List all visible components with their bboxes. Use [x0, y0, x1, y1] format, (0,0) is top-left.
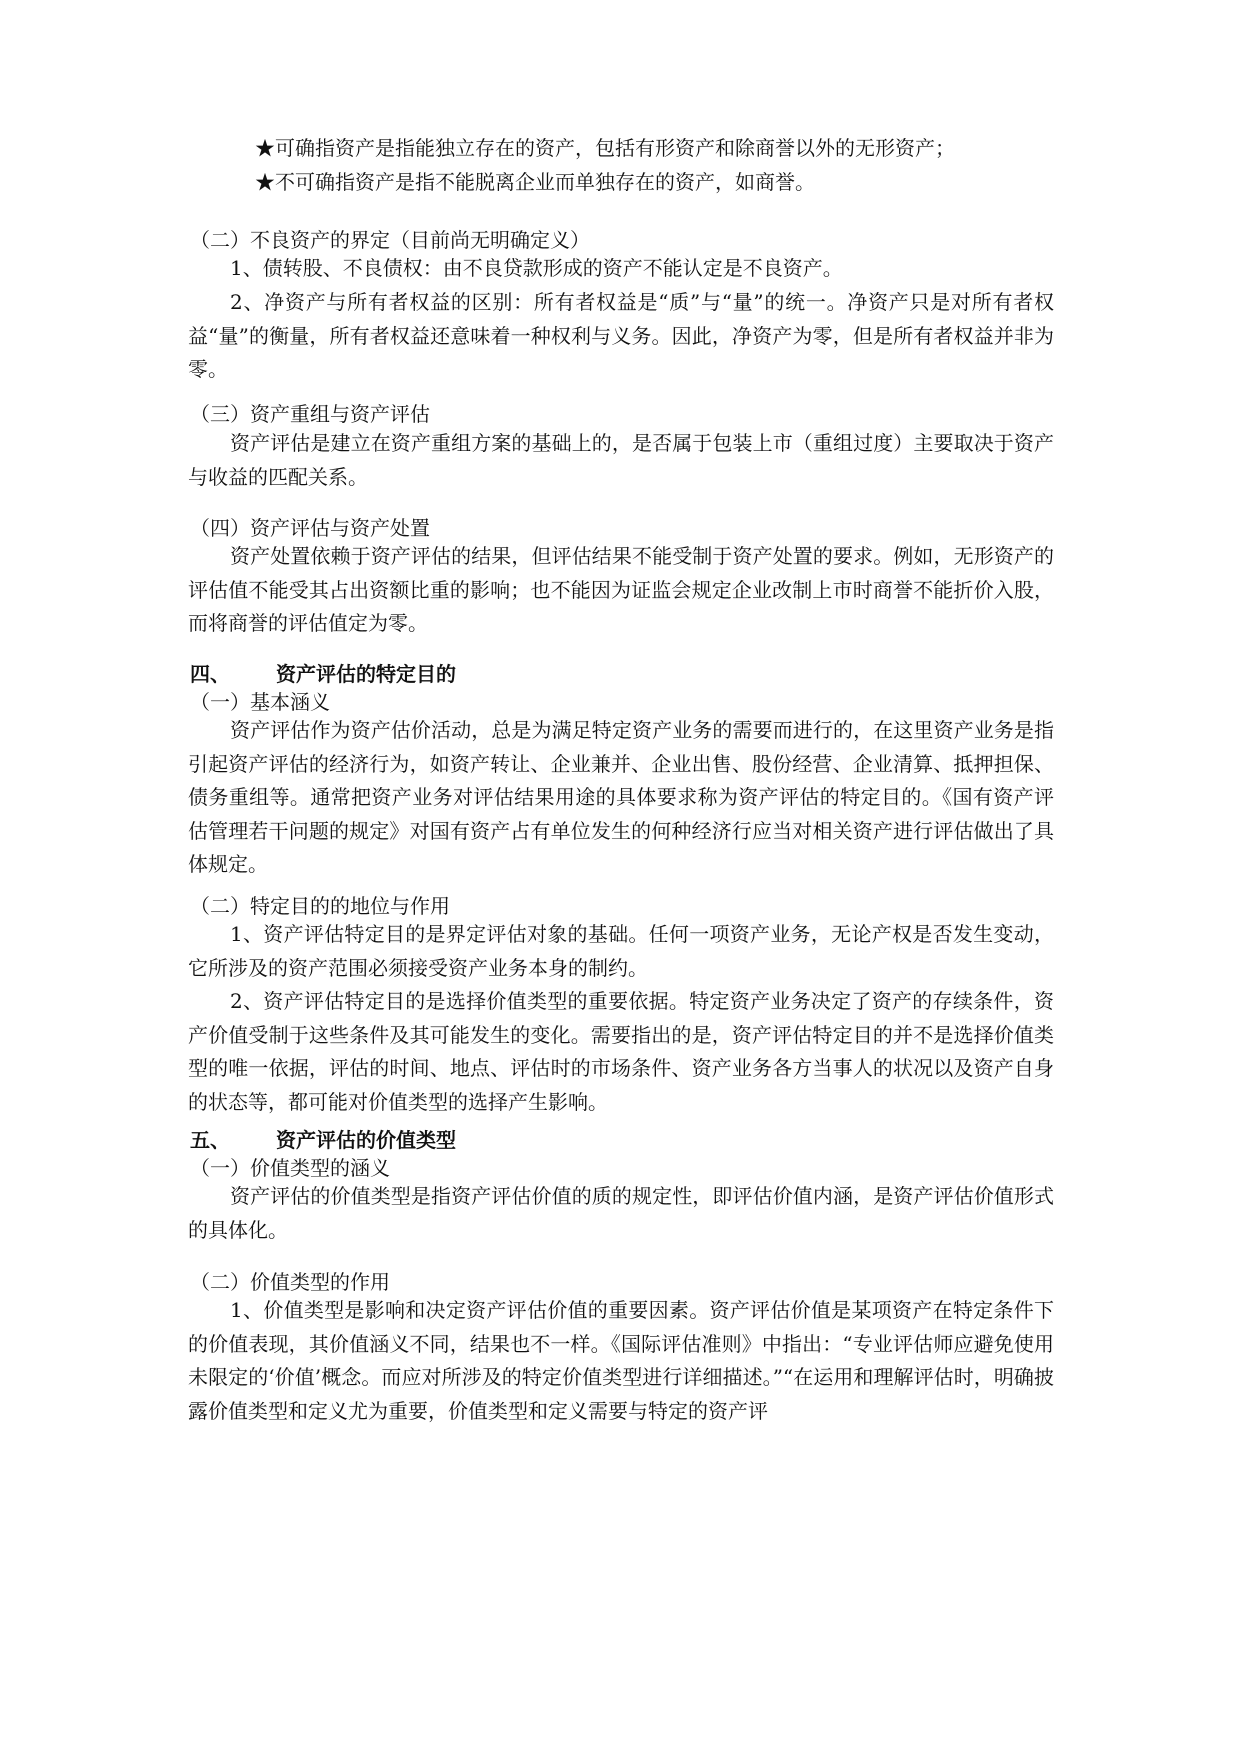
section-heading-disposal: （四）资产评估与资产处置	[190, 516, 430, 540]
paragraph-net-assets-vs-equity: 2、净资产与所有者权益的区别：所有者权益是“质”与“量”的统一。净资产只是对所有者权益“量”的衡量，所有者权益还意味着一种权利与义务。因此，净资产为零，但是所有者权益并非为零。	[188, 290, 1054, 381]
section-heading-bad-assets: （二）不良资产的界定（目前尚无明确定义）	[190, 228, 590, 252]
paragraph-purpose-value-type: 2、资产评估特定目的是选择价值类型的重要依据。特定资产业务决定了资产的存续条件，资产价值受制于这些条件及其可能发生的变化。需要指出的是，资产评估特定目的并不是选择价值类型的唯一依据，评估的时间、地点、评估时的市场条件、资产业务各方当事人的状况以及资产自身的状态等，都可能对价值类型的选择产生影响。	[188, 989, 1054, 1114]
paragraph-value-type-role: 1、价值类型是影响和决定资产评估价值的重要因素。资产评估价值是某项资产在特定条件下的价值表现，其价值涵义不同，结果也不一样。《国际评估准则》中指出：“专业评估师应避免使用未限定的‘价值’概念。而应对所涉及的特定价值类型进行详细描述。”“在运用和理解评估时，明确披露价值类型和定义尤为重要，价值类型和定义需要与特定的资产评	[188, 1298, 1054, 1423]
section-heading-restructuring: （三）资产重组与资产评估	[190, 402, 430, 426]
paragraph-disposal: 资产处置依赖于资产评估的结果，但评估结果不能受制于资产处置的要求。例如，无形资产的评估值不能受其占出资额比重的影响；也不能因为证监会规定企业改制上市时商誉不能折价入股，而将商誉的评估值定为零。	[188, 544, 1054, 635]
chapter-number: 五、	[190, 1128, 230, 1152]
paragraph-value-type-meaning: 资产评估的价值类型是指资产评估价值的质的规定性，即评估价值内涵，是资产评估价值形式的具体化。	[188, 1184, 1054, 1242]
chapter-title: 资产评估的价值类型	[276, 1128, 456, 1152]
section-heading-basic-meaning: （一）基本涵义	[190, 690, 330, 714]
definition-identifiable-assets: ★可确指资产是指能独立存在的资产，包括有形资产和除商誉以外的无形资产；	[255, 136, 955, 160]
section-heading-value-type-meaning: （一）价值类型的涵义	[190, 1156, 390, 1180]
paragraph-purpose-scope: 1、资产评估特定目的是界定评估对象的基础。任何一项资产业务，无论产权是否发生变动，它所涉及的资产范围必须接受资产业务本身的制约。	[188, 922, 1054, 980]
section-heading-purpose-role: （二）特定目的的地位与作用	[190, 894, 450, 918]
chapter-title: 资产评估的特定目的	[276, 662, 456, 686]
definition-unidentifiable-assets: ★不可确指资产是指不能脱离企业而单独存在的资产，如商誉。	[255, 170, 815, 194]
paragraph-debt-to-equity: 1、债转股、不良债权：由不良贷款形成的资产不能认定是不良资产。	[230, 256, 843, 280]
section-heading-value-type-role: （二）价值类型的作用	[190, 1270, 390, 1294]
paragraph-basic-meaning: 资产评估作为资产估价活动，总是为满足特定资产业务的需要而进行的，在这里资产业务是指引起资产评估的经济行为，如资产转让、企业兼并、企业出售、股份经营、企业清算、抵押担保、债务重组等。通常把资产业务对评估结果用途的具体要求称为资产评估的特定目的。《国有资产评估管理若干问题的规定》对国有资产占有单位发生的何种经济行应当对相关资产进行评估做出了具体规定。	[188, 718, 1054, 876]
chapter-number: 四、	[190, 662, 230, 686]
paragraph-restructuring: 资产评估是建立在资产重组方案的基础上的，是否属于包装上市（重组过度）主要取决于资产与收益的匹配关系。	[188, 431, 1054, 489]
